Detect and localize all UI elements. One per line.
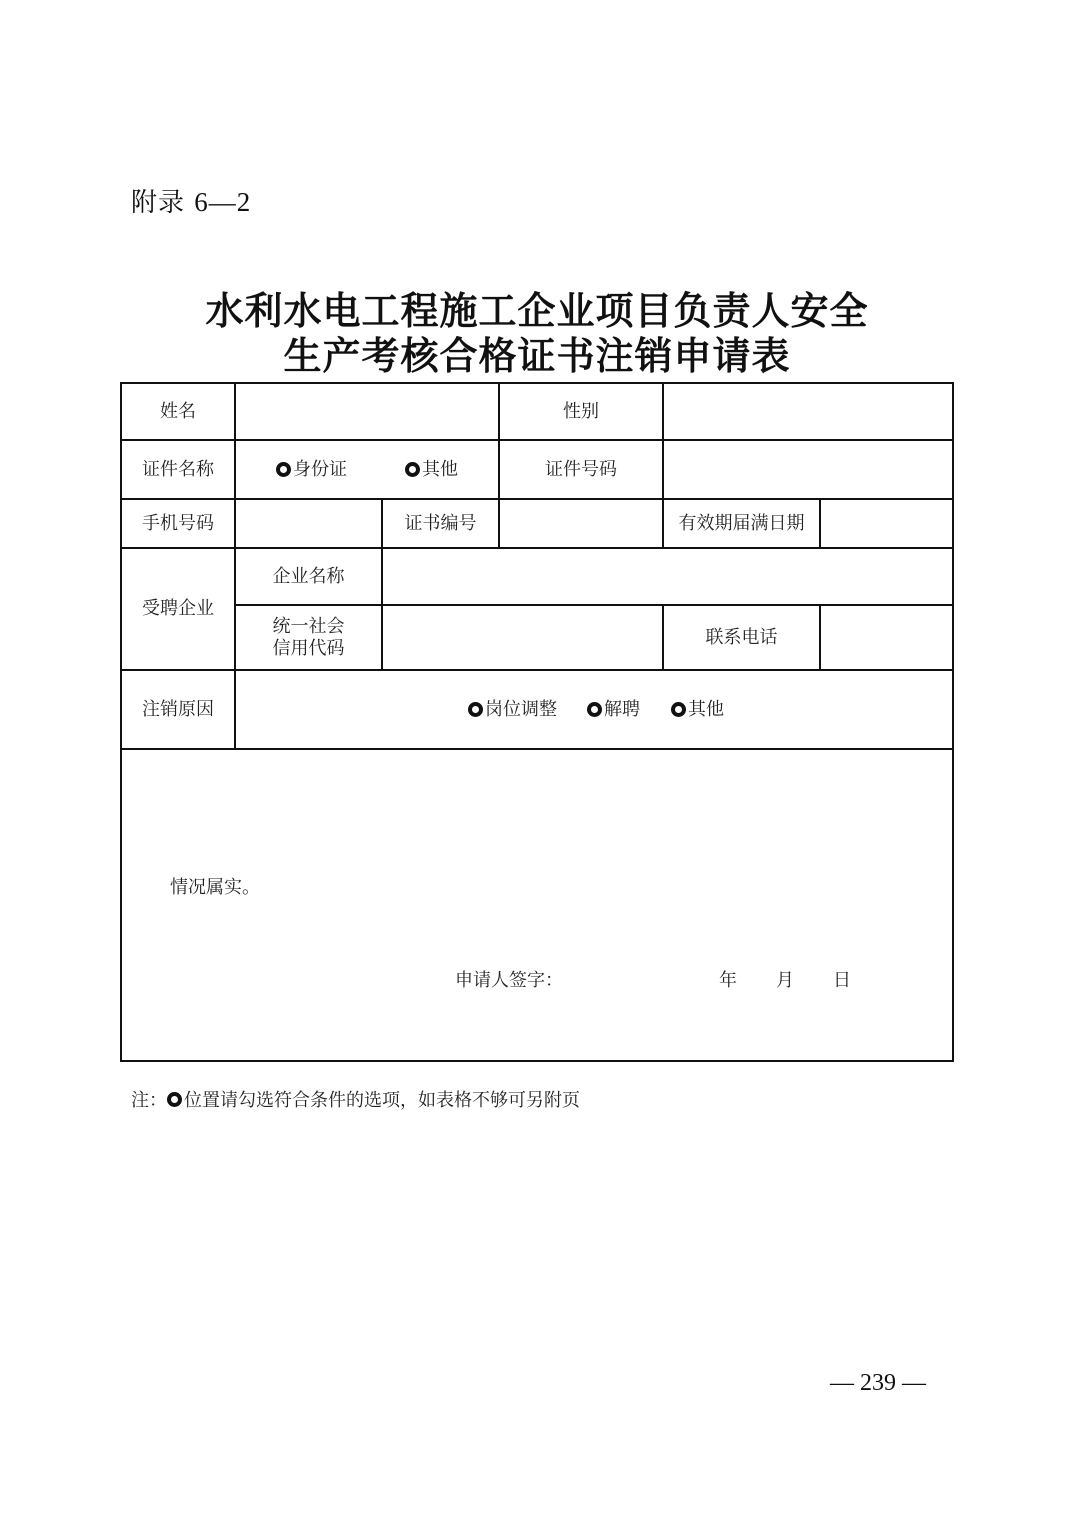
appendix-label — [131, 182, 251, 219]
contact-phone-field[interactable] — [821, 606, 952, 669]
radio-icon — [167, 1092, 182, 1107]
reason-option-reassignment[interactable] — [468, 699, 557, 721]
date-year-label: 年 — [719, 970, 737, 991]
radio-icon — [587, 702, 602, 717]
credit-code-label — [236, 606, 381, 669]
name-field[interactable] — [236, 384, 498, 439]
id-type-option-other[interactable] — [405, 459, 458, 481]
id-type-option-idcard[interactable] — [276, 459, 347, 481]
phone-field[interactable] — [236, 500, 381, 547]
cert-number-field[interactable] — [500, 500, 662, 547]
id-number-label: 证件号码 — [545, 458, 617, 480]
date-month-label: 月 — [776, 970, 794, 991]
signature-label: 申请人签字： — [455, 970, 563, 991]
signature-field[interactable] — [562, 962, 712, 990]
id-type-options — [236, 441, 498, 498]
company-name-label: 企业名称 — [272, 565, 345, 587]
radio-icon — [276, 462, 291, 477]
credit-code-field[interactable] — [383, 606, 662, 669]
name-label: 姓名 — [160, 400, 196, 422]
option-label: 其他 — [688, 698, 724, 720]
statement-text: 情况属实。 — [170, 877, 260, 898]
form-title-line-2: 生产考核合格证书注销申请表 — [283, 334, 791, 378]
appendix-number: 6—2 — [194, 187, 252, 217]
reason-option-dismissal[interactable] — [587, 699, 640, 721]
id-number-field[interactable] — [664, 441, 952, 498]
phone-label: 手机号码 — [142, 512, 214, 534]
page-number: — 239 — — [830, 1370, 926, 1396]
footnote-prefix: 注： — [131, 1090, 167, 1111]
expiry-date-field[interactable] — [821, 500, 952, 547]
appendix-prefix: 附录 — [131, 188, 186, 218]
radio-icon — [405, 462, 420, 477]
radio-icon — [671, 702, 686, 717]
application-form-table — [120, 382, 954, 1062]
gender-label: 性别 — [563, 400, 599, 422]
option-label: 身份证 — [293, 458, 347, 480]
contact-phone-label: 联系电话 — [705, 626, 778, 648]
credit-code-label-line-1: 统一社会 — [272, 615, 345, 637]
employer-label: 受聘企业 — [142, 598, 214, 619]
credit-code-label-line-2: 信用代码 — [272, 637, 345, 659]
expiry-date-label: 有效期届满日期 — [678, 512, 805, 534]
option-label: 其他 — [422, 458, 458, 480]
id-type-label: 证件名称 — [142, 458, 214, 480]
date-day-label: 日 — [833, 970, 851, 991]
option-label: 解聘 — [604, 698, 640, 720]
cert-number-label: 证书编号 — [404, 512, 477, 534]
footnote-text: 位置请勾选符合条件的选项，如表格不够可另附页 — [184, 1090, 580, 1111]
radio-icon — [468, 702, 483, 717]
form-title-line-1: 水利水电工程施工企业项目负责人安全 — [205, 289, 869, 333]
row-divider — [122, 748, 952, 750]
option-label: 岗位调整 — [485, 698, 557, 720]
footnote — [131, 1086, 580, 1112]
reason-option-other[interactable] — [671, 699, 724, 721]
cancel-reason-label: 注销原因 — [142, 698, 214, 720]
gender-field[interactable] — [664, 384, 952, 439]
cancel-reason-options — [236, 671, 952, 748]
company-name-field[interactable] — [383, 549, 952, 604]
